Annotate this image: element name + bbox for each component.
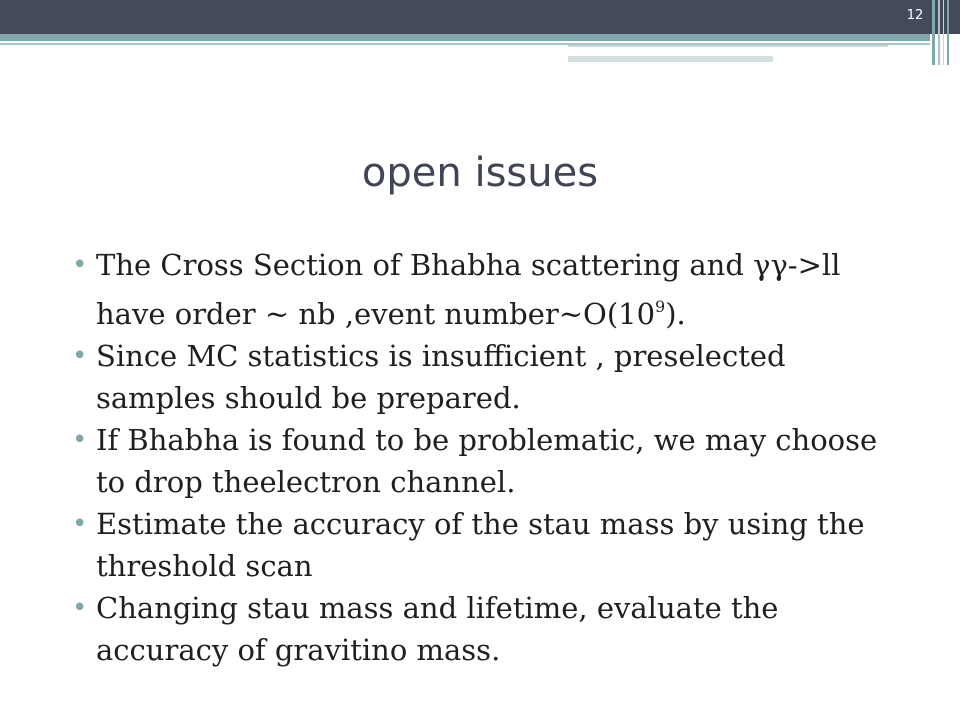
bullet-marker: • xyxy=(72,425,88,455)
bullet-marker: • xyxy=(72,250,88,280)
bullet-list xyxy=(60,244,880,671)
bullet-text-tail: ). xyxy=(665,297,686,331)
header-accent-line xyxy=(0,34,930,41)
slide-number: 12 xyxy=(906,8,924,23)
header-decor-line xyxy=(568,45,888,55)
bullet-text: Changing stau mass and lifetime, evaluate the accuracy of gravitino mass. xyxy=(96,591,779,667)
header-bar xyxy=(0,0,960,34)
bullet-marker: • xyxy=(72,341,88,371)
bullet-text: The Cross Section of Bhabha scattering and γγ->ll have order ~ nb ,event number~O(10 xyxy=(96,248,841,331)
bullet-text: If Bhabha is found to be problematic, we may choose to drop theelectron channel. xyxy=(96,423,878,499)
bullet-text: Since MC statistics is insufficient , preselected samples should be prepared. xyxy=(96,339,786,415)
slide-title: open issues xyxy=(361,150,599,196)
bullet-item xyxy=(60,587,880,671)
bullet-superscript: 9 xyxy=(655,297,666,316)
bullet-marker: • xyxy=(72,593,88,623)
header-decor-block xyxy=(568,56,773,62)
right-decor-rail xyxy=(930,0,960,65)
bullet-text: Estimate the accuracy of the stau mass by using the threshold scan xyxy=(96,507,865,583)
bullet-marker: • xyxy=(72,509,88,539)
bullet-item xyxy=(60,244,880,335)
bullet-item xyxy=(60,503,880,587)
bullet-item xyxy=(60,335,880,419)
bullet-item xyxy=(60,419,880,503)
